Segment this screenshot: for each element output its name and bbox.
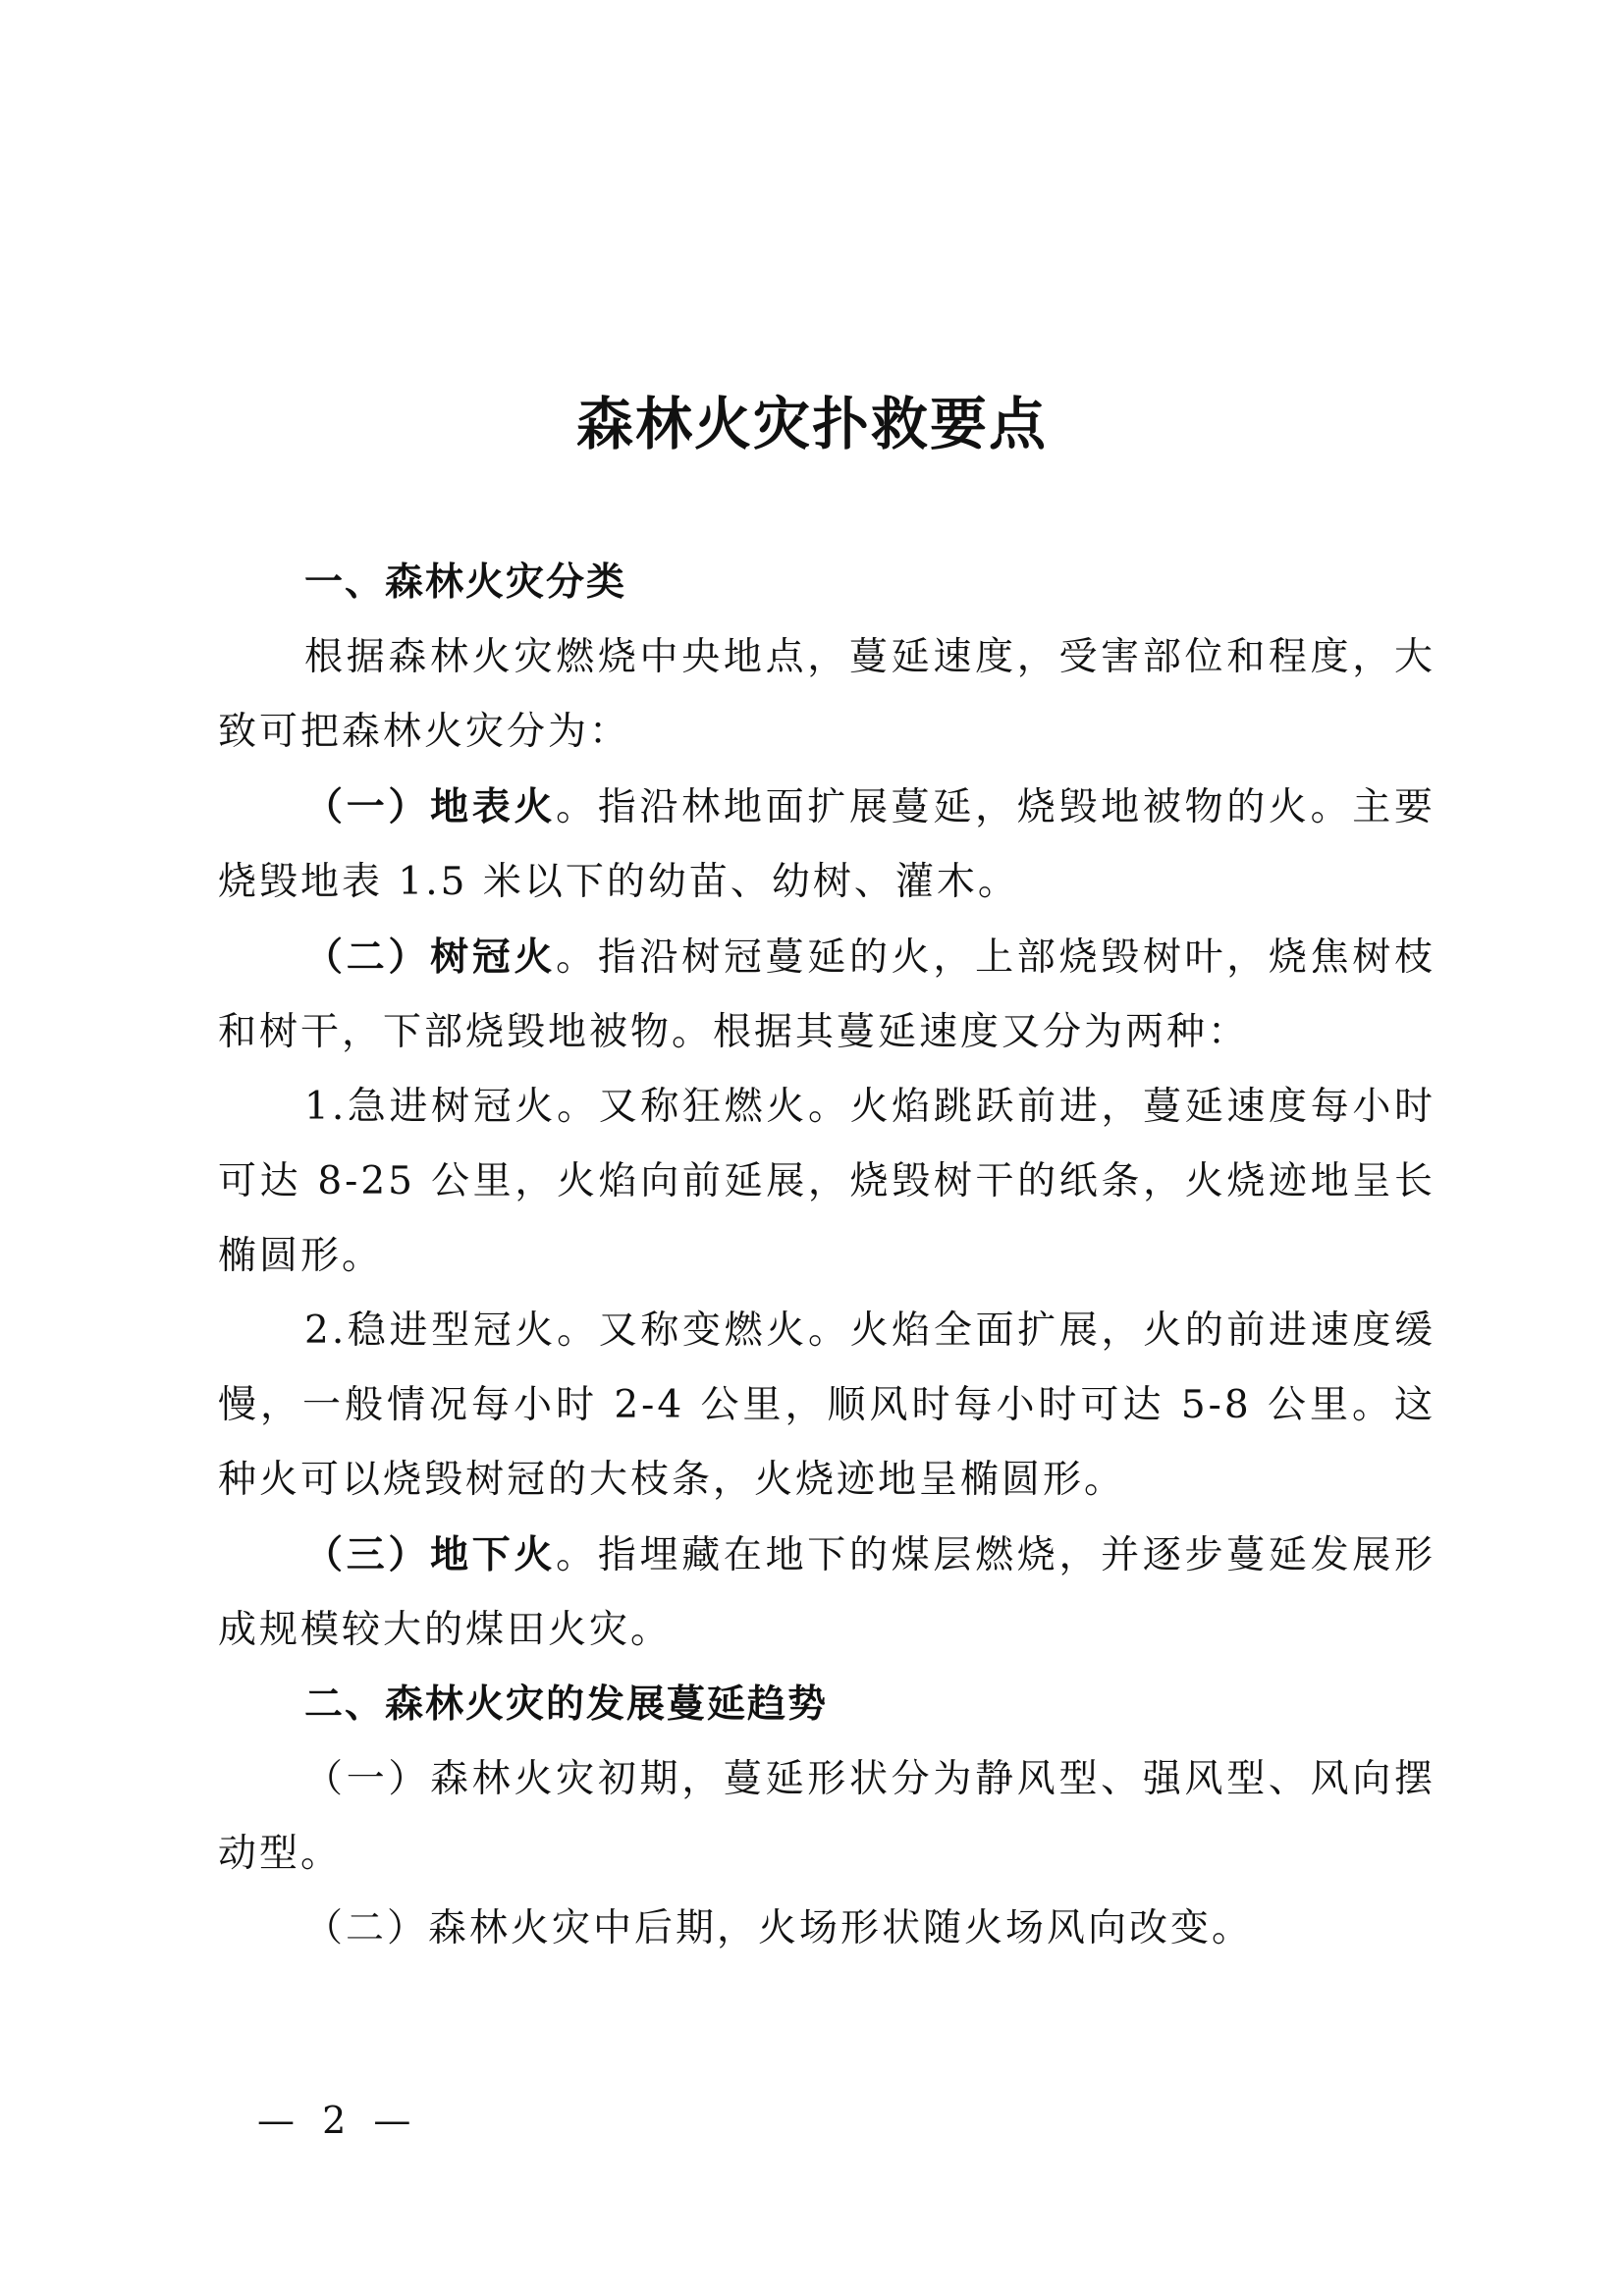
paragraph	[218, 770, 1435, 920]
paragraph-lead: （三）地下火	[304, 1532, 557, 1577]
paragraph	[218, 1070, 1435, 1294]
paragraph	[218, 1742, 1435, 1892]
paragraph-text: 根据森林火灾燃烧中央地点，蔓延速度，受害部位和程度，大致可把森林火灾分为：	[218, 635, 1435, 754]
paragraph-text: 。指沿林地面扩展蔓延，烧毁地被物的火。主要烧毁地表 1.5 米以下的幼苗、幼树、灌木。	[218, 785, 1435, 904]
paragraph-lead: （二）树冠火	[304, 934, 557, 980]
paragraph	[218, 1294, 1435, 1518]
paragraph-text: 。指沿树冠蔓延的火，上部烧毁树叶，烧焦树枝和树干，下部烧毁地被物。根据其蔓延速度又分为两种：	[218, 935, 1435, 1054]
paragraph	[218, 1892, 1435, 1966]
paragraph	[218, 920, 1435, 1070]
paragraph	[218, 1518, 1435, 1668]
paragraph-text: 1.急进树冠火。又称狂燃火。火焰跳跃前进，蔓延速度每小时可达 8-25 公里，火焰向前延展，烧毁树干的纸条，火烧迹地呈长椭圆形。	[218, 1085, 1435, 1278]
paragraph-text: （一）森林火灾初期，蔓延形状分为静风型、强风型、风向摆动型。	[218, 1757, 1435, 1876]
paragraph-text: 2.稳进型冠火。又称变燃火。火焰全面扩展，火的前进速度缓慢，一般情况每小时 2-4 公里，顺风时每小时可达 5-8 公里。这种火可以烧毁树冠的大枝条，火烧迹地呈椭圆形。	[218, 1308, 1435, 1502]
page-title: 森林火灾扑救要点	[575, 391, 1048, 457]
paragraph-lead: （一）地表火	[304, 784, 557, 829]
section-heading: 一、森林火灾分类	[304, 561, 627, 605]
paragraph-text: 。指埋藏在地下的煤层燃烧，并逐步蔓延发展形成规模较大的煤田火灾。	[218, 1533, 1435, 1652]
page-number: — 2 —	[257, 2099, 419, 2142]
paragraph	[218, 620, 1435, 770]
paragraph-text: （二）森林火灾中后期，火场形状随火场风向改变。	[304, 1906, 1254, 1950]
section-heading: 二、森林火灾的发展蔓延趋势	[304, 1682, 829, 1727]
document-body	[218, 546, 1435, 1966]
